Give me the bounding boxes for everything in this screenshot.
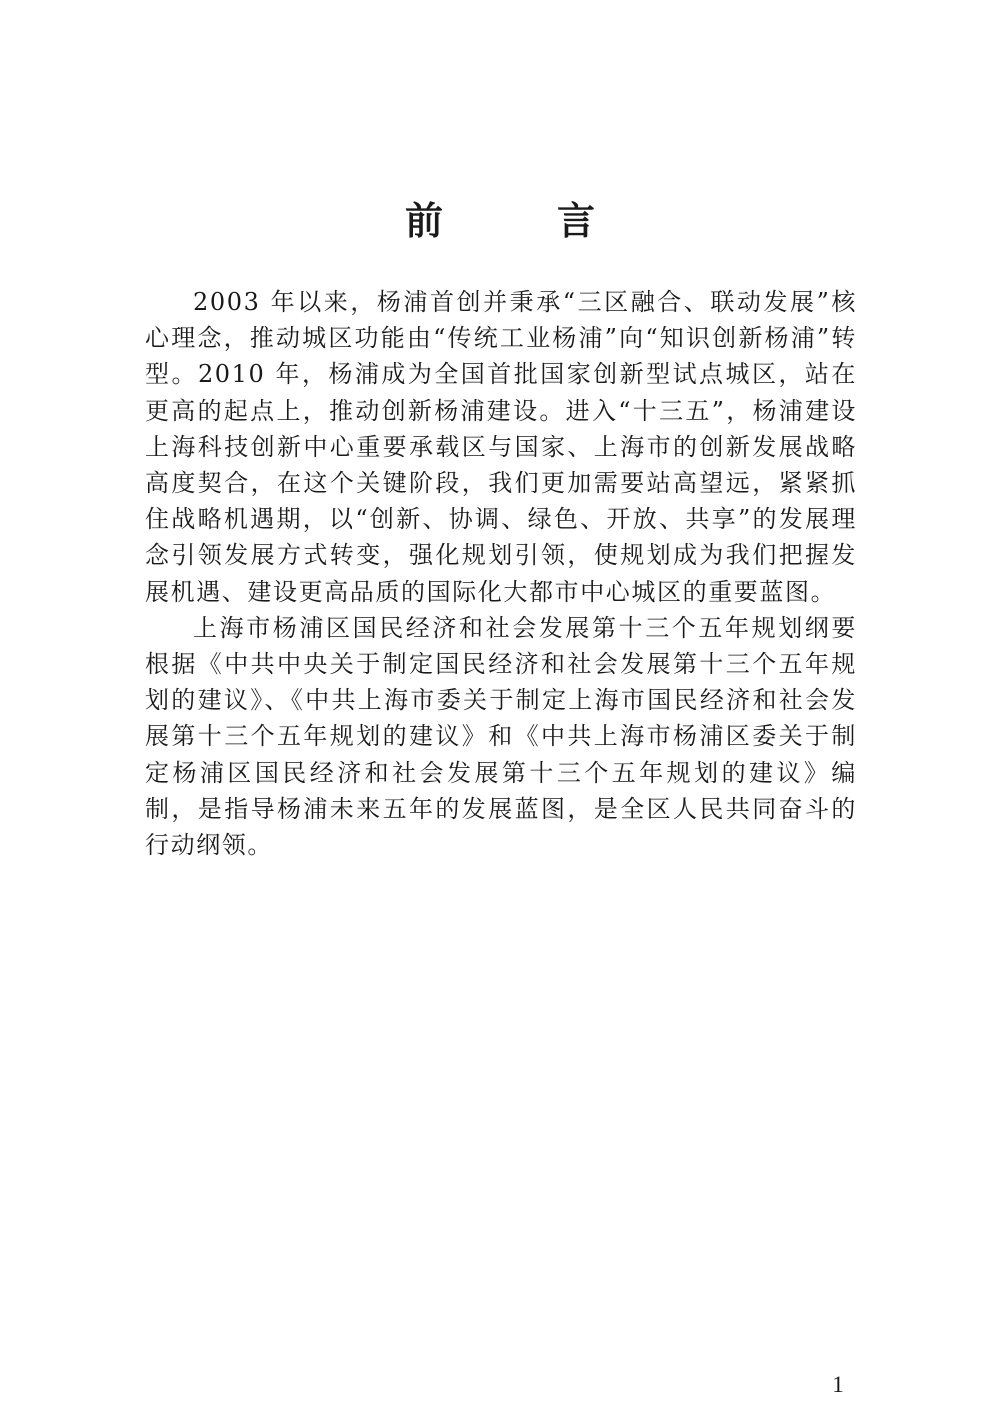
page-number: 1 <box>832 1372 844 1397</box>
body-text <box>145 284 857 863</box>
paragraph-2: 上海市杨浦区国民经济和社会发展第十三个五年规划纲要根据《中共中央关于制定国民经济和社会发展第十三个五年规划的建议》、《中共上海市委关于制定上海市国民经济和社会发展第十三个五年规划的建议》和《中共上海市杨浦区委关于制定杨浦区国民经济和社会发展第十三个五年规划的建议》编制，是指导杨浦未来五年的发展蓝图，是全区人民共同奋斗的行动纲领。 <box>145 613 857 860</box>
paragraph-1: 2003 年以来，杨浦首创并秉承“三区融合、联动发展”核心理念，推动城区功能由“传统工业杨浦”向“知识创新杨浦”转型。2010 年，杨浦成为全国首批国家创新型试点城区，站在更高的起点上，推动创新杨浦建设。进入“十三五”，杨浦建设上海科技创新中心重要承载区与国家、上海市的创新发展战略高度契合，在这个关键阶段，我们更加需要站高望远，紧紧抓住战略机遇期，以“创新、协调、绿色、开放、共享”的发展理念引领发展方式转变，强化规划引领，使规划成为我们把握发展机遇、建设更高品质的国际化大都市中心城区的重要蓝图。 <box>145 288 857 606</box>
page-title: 前 言 <box>404 198 633 243</box>
